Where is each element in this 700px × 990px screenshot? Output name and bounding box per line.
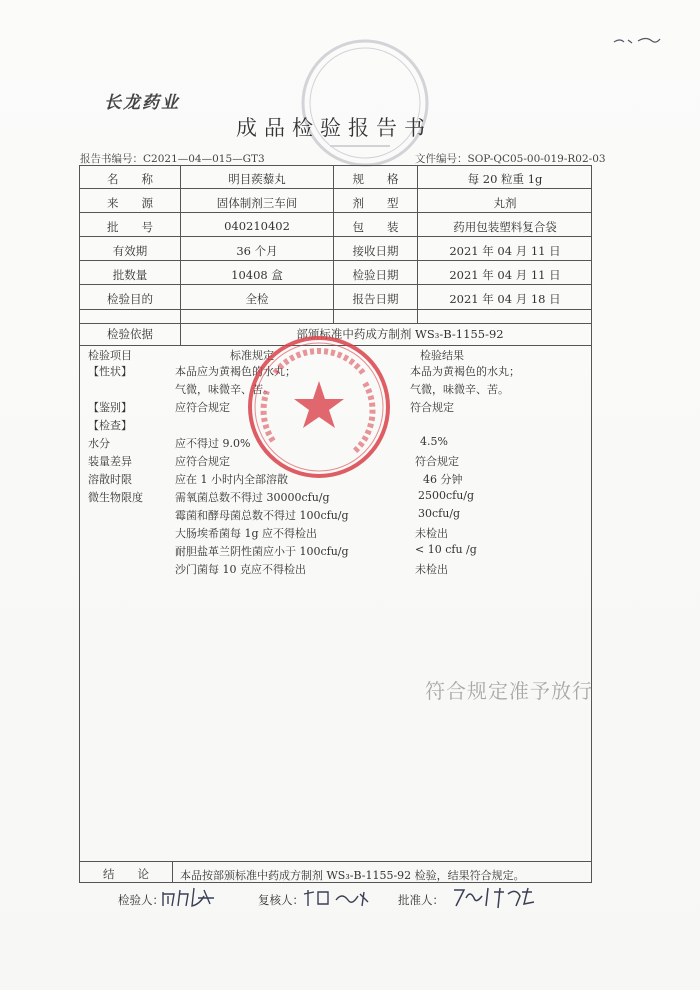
result-value: 30cfu/g: [418, 507, 461, 520]
label-receive-date: 接收日期: [352, 244, 399, 258]
result-standard: 大肠埃希菌每 1g 应不得检出: [175, 527, 318, 540]
result-standard: 应符合规定: [175, 401, 230, 414]
row-divider: [79, 309, 592, 310]
col-divider: [172, 861, 173, 883]
label-report-date: 报告日期: [352, 292, 399, 306]
result-item: 【检查】: [88, 419, 132, 432]
result-value: 4.5%: [420, 435, 448, 448]
approver-label: 批准人：: [398, 893, 444, 907]
value-spec: 每 20 粒重 1g: [467, 172, 543, 186]
result-item: 【鉴别】: [88, 401, 132, 414]
result-value: 符合规定: [415, 455, 459, 468]
label-batch: 批 号: [107, 220, 153, 234]
value-basis: 部颁标准中药成方制剂 WS₃-B-1155-92: [296, 327, 504, 341]
result-value: 46 分钟: [423, 473, 463, 486]
result-standard: 应在 1 小时内全部溶散: [175, 473, 288, 486]
row-divider: [79, 188, 592, 189]
result-standard: 本品应为黄褐色的水丸；: [175, 365, 296, 378]
approver-signature: [448, 884, 538, 912]
result-standard: 需氧菌总数不得过 30000cfu/g: [175, 491, 330, 504]
inspector-label: 检验人：: [118, 893, 164, 907]
value-packaging: 药用包装塑料复合袋: [453, 220, 557, 234]
release-stamp: 符合规定准予放行: [425, 679, 593, 703]
reviewer-label: 复核人：: [258, 893, 304, 907]
value-purpose: 全检: [245, 292, 269, 306]
label-source: 来 源: [107, 196, 153, 210]
label-dosage-form: 剂 型: [352, 196, 399, 210]
value-batch: 040210402: [224, 219, 290, 233]
result-value: 未检出: [415, 527, 448, 540]
value-source: 固体制剂三车间: [216, 196, 298, 210]
company-name: 长龙药业: [104, 93, 180, 113]
value-dosage-form: 丸剂: [493, 196, 517, 210]
label-basis: 检验依据: [107, 327, 153, 341]
label-name: 名 称: [107, 172, 153, 186]
row-divider: [79, 260, 592, 261]
result-item: 溶散时限: [88, 473, 132, 486]
result-value: 2500cfu/g: [418, 489, 475, 502]
result-item: 水分: [88, 437, 110, 450]
result-value: 本品为黄褐色的水丸；: [410, 365, 520, 378]
inspector-signature: [160, 884, 220, 910]
label-packaging: 包 装: [352, 220, 399, 234]
label-inspect-date: 检验日期: [352, 268, 399, 282]
result-item: 装量差异: [88, 455, 132, 468]
reviewer-signature: [300, 886, 372, 910]
value-receive-date: 2021 年 04 月 11 日: [449, 244, 561, 258]
result-standard: 应符合规定: [175, 455, 230, 468]
report-title: 成品检验报告书: [236, 116, 432, 140]
corner-scribble: [612, 33, 662, 52]
report-number: 报告书编号：C2021—04—015—GT3: [80, 153, 265, 165]
result-item: 微生物限度: [88, 491, 143, 504]
result-item: 【性状】: [88, 365, 132, 378]
header-standard: 标准规定: [230, 349, 274, 362]
result-standard: 沙门菌每 10 克应不得检出: [175, 563, 306, 576]
label-expiry: 有效期: [112, 244, 148, 258]
result-value: < 10 cfu /g: [415, 543, 477, 556]
value-quantity: 10408 盒: [231, 268, 283, 282]
header-item: 检验项目: [88, 349, 132, 362]
label-quantity: 批数量: [112, 268, 148, 282]
label-conclusion: 结 论: [103, 867, 149, 881]
row-divider: [79, 212, 592, 213]
result-standard: 气微，味微辛、苦。: [175, 383, 274, 396]
row-divider: [79, 861, 592, 862]
row-divider: [79, 236, 592, 237]
row-divider: [79, 323, 592, 324]
value-inspect-date: 2021 年 04 月 11 日: [449, 268, 561, 282]
value-name: 明目蒺藜丸: [228, 172, 286, 186]
result-value: 气微，味微辛、苦。: [410, 383, 509, 396]
value-conclusion: 本品按部颁标准中药成方制剂 WS₃-B-1155-92 检验，结果符合规定。: [180, 869, 525, 882]
label-purpose: 检验目的: [107, 292, 153, 306]
value-expiry: 36 个月: [236, 244, 278, 258]
result-value: 符合规定: [410, 401, 454, 414]
result-standard: 耐胆盐革兰阴性菌应小于 100cfu/g: [175, 545, 349, 558]
result-standard: 应不得过 9.0%: [175, 437, 251, 450]
label-spec: 规 格: [352, 172, 399, 186]
result-standard: 霉菌和酵母菌总数不得过 100cfu/g: [175, 509, 349, 522]
file-number: 文件编号：SOP-QC05-00-019-R02-03: [415, 153, 606, 165]
quality-department-seal: [245, 333, 393, 481]
result-value: 未检出: [415, 563, 448, 576]
row-divider: [79, 284, 592, 285]
header-result: 检验结果: [420, 349, 464, 362]
value-report-date: 2021 年 04 月 18 日: [449, 292, 561, 306]
